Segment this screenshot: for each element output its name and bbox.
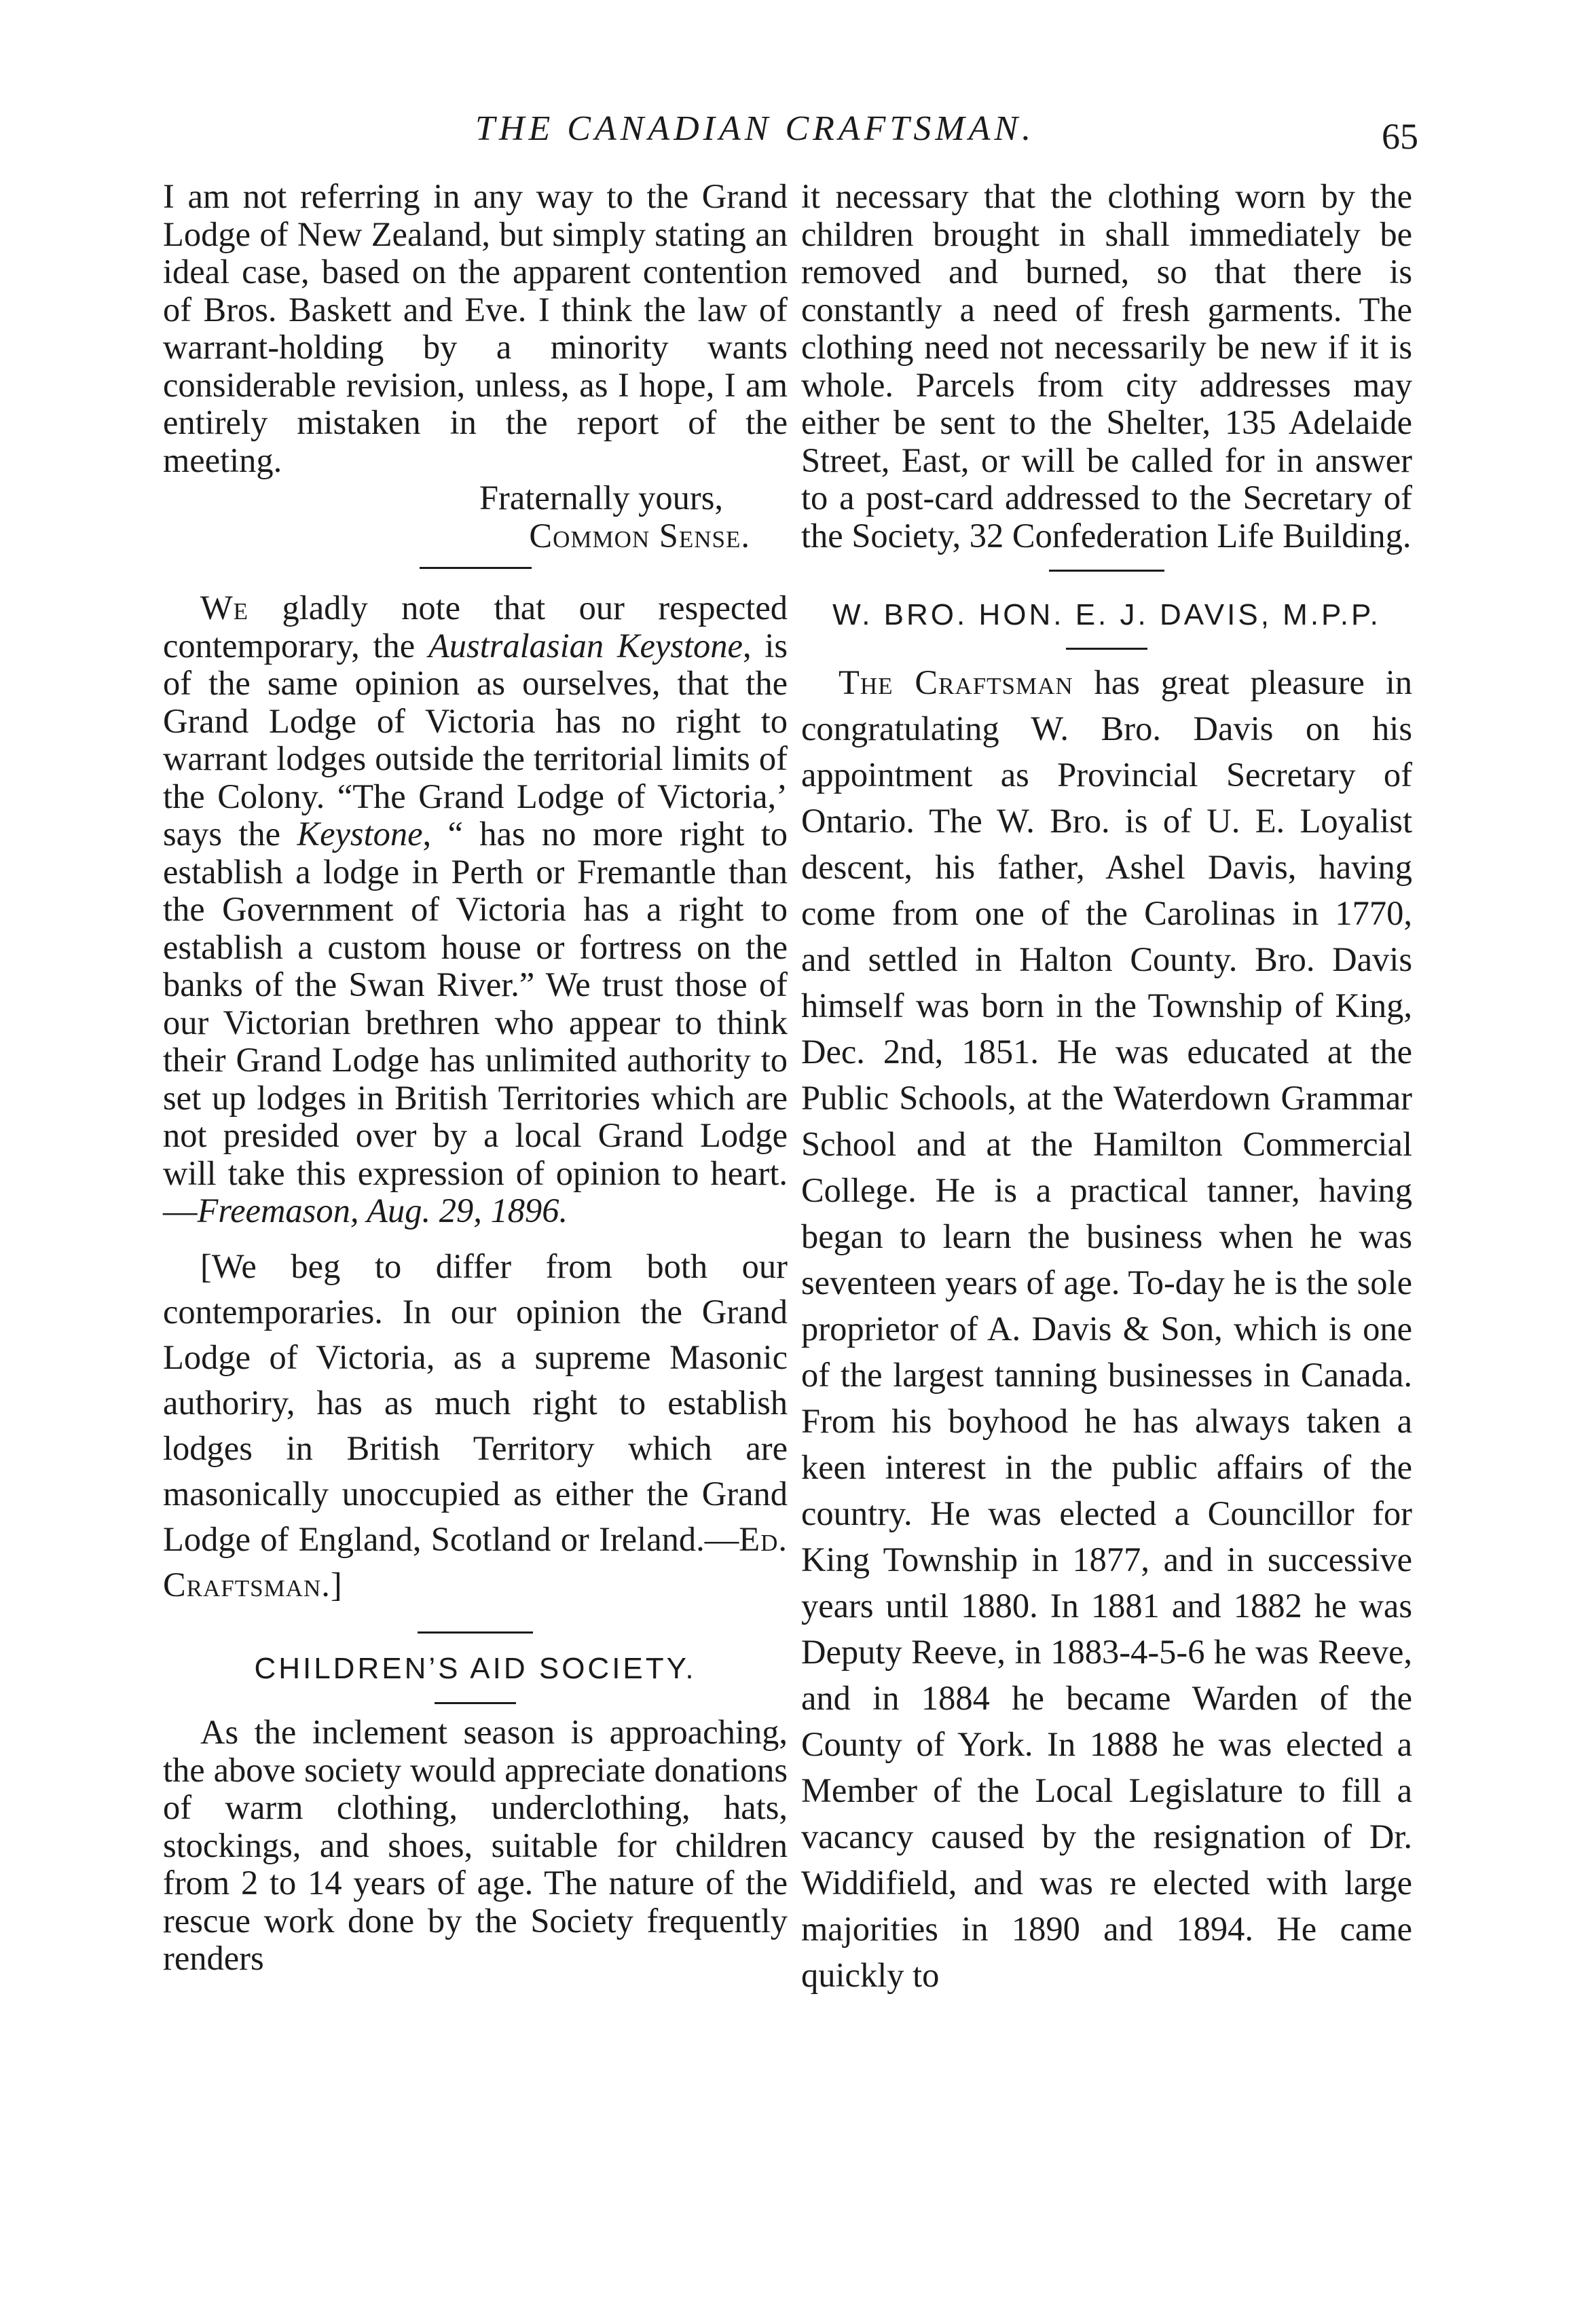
running-header: [0, 109, 1584, 170]
right-column: [801, 178, 1412, 1998]
childrens-aid-continued: it necessary that the clothing worn by the children brought in shall immediately be removed and burned, so that there is constantly a need of fresh garments. The clothing need not necessarily be new if it is whole. Parcels from city addresses may either be sent to the Shelter, 135 Adelaide Street, East, or will be called for in answer to a post-card addressed to the Secretary of the Society, 32 Confederation Life Building.: [801, 177, 1412, 555]
editor-signature: Ed. Craftsman.]: [163, 1519, 788, 1604]
letter-signature: Common Sense.: [529, 516, 750, 555]
left-column: [163, 178, 788, 1978]
section-divider: [420, 567, 532, 569]
keystone-text-1: gladly note that our respected contemporary, the: [163, 589, 788, 665]
davis-text: has great pleasure in congratulating W. Bro. Davis on his appointment as Provincial Secretary of Ontario. The W. Bro. is of U. E. Loyalist descent, his father, Ashel Davis, having come from one of the Carolinas in 1770, and settled in Halton County. Bro. Davis himself was born in the Township of King, Dec. 2nd, 1851. He was educated at the Public Schools, at the Waterdown Grammar School and at the Hamilton Commercial College. He is a practical tanner, having began to learn the business when he was seventeen years of age. To-day he is the sole proprietor of A. Davis & Son, which is one of the largest tanning businesses in Canada. From his boyhood he has always taken a keen interest in the public affairs of the country. He was elected a Councillor for King Township in 1877, and in successive years until 1880. In 1881 and 1882 he was Deputy Reeve, in 1883-4-5-6 he was Reeve, and in 1884 he became Warden of the County of York. In 1888 he was elected a Member of the Local Legislature to fill a vacancy caused by the resignation of Dr. Widdifield, and was re elected with large majorities in 1890 and 1894. He came quickly to: [801, 663, 1412, 1994]
section-divider: [418, 1631, 533, 1634]
davis-heading: W. BRO. HON. E. J. DAVIS, M.P.P.: [832, 598, 1381, 631]
keystone-paragraph: [163, 589, 788, 1230]
section-divider: [1049, 570, 1164, 572]
editor-note: [163, 1244, 788, 1608]
running-title: THE CANADIAN CRAFTSMAN.: [475, 109, 1035, 148]
letter-paragraph: I am not referring in any way to the Grand Lodge of New Zealand, but simply stating an ideal case, based on the apparent contention of Bros. Baskett and Eve. I think the law of warrant-holding by a minority wants considerable revision, unless, as I hope, I am entirely mistaken in the report of the meeting.: [163, 177, 788, 479]
letter-signoff: Fraternally yours,: [479, 479, 723, 517]
page-number: 65: [1382, 116, 1418, 157]
heading-underline: [435, 1702, 516, 1704]
keystone-text-2: , is of the same opinion as ourselves, that the Grand Lodge of Victoria has no right to warrant lodges outside the territorial limits of the Colony. “The Grand Lodge of Victoria,’ says the: [163, 626, 788, 853]
keystone-citation: Freemason, Aug. 29, 1896.: [197, 1192, 568, 1230]
editor-note-text: [We beg to differ from both our contemporaries. In our opinion the Grand Lodge of Victoria, as a supreme Masonic authoriry, has as much right to establish lodges in British Territory which are masonically unoccupied as either the Grand Lodge of England, Scotland or Ireland.—: [163, 1247, 788, 1558]
keystone-publication-2: Keystone: [297, 815, 423, 853]
keystone-text-3: , “ has no more right to establish a lodge in Perth or Fremantle than the Government of Victoria has a right to establish a custom house or fortress on the banks of the Swan River.” We trust those of our Victorian brethren who appear to think their Grand Lodge has unlimited authority to set up lodges in British Territories which are not presided over by a local Grand Lodge will take this expression of opinion to heart.—: [163, 815, 788, 1230]
childrens-aid-paragraph: As the inclement season is approaching, the above society would appreciate donations of warm clothing, underclothing, hats, stockings, and shoes, suitable for children from 2 to 14 years of age. The nature of the rescue work done by the Society frequently renders: [163, 1713, 788, 1977]
davis-lead: The Craftsman: [839, 663, 1073, 701]
keystone-publication-1: Australasian Keystone: [428, 626, 743, 665]
heading-underline: [1066, 648, 1147, 650]
davis-paragraph: [801, 659, 1412, 1998]
keystone-lead: We: [200, 589, 249, 627]
childrens-aid-heading: CHILDREN’S AID SOCIETY.: [254, 1651, 697, 1685]
